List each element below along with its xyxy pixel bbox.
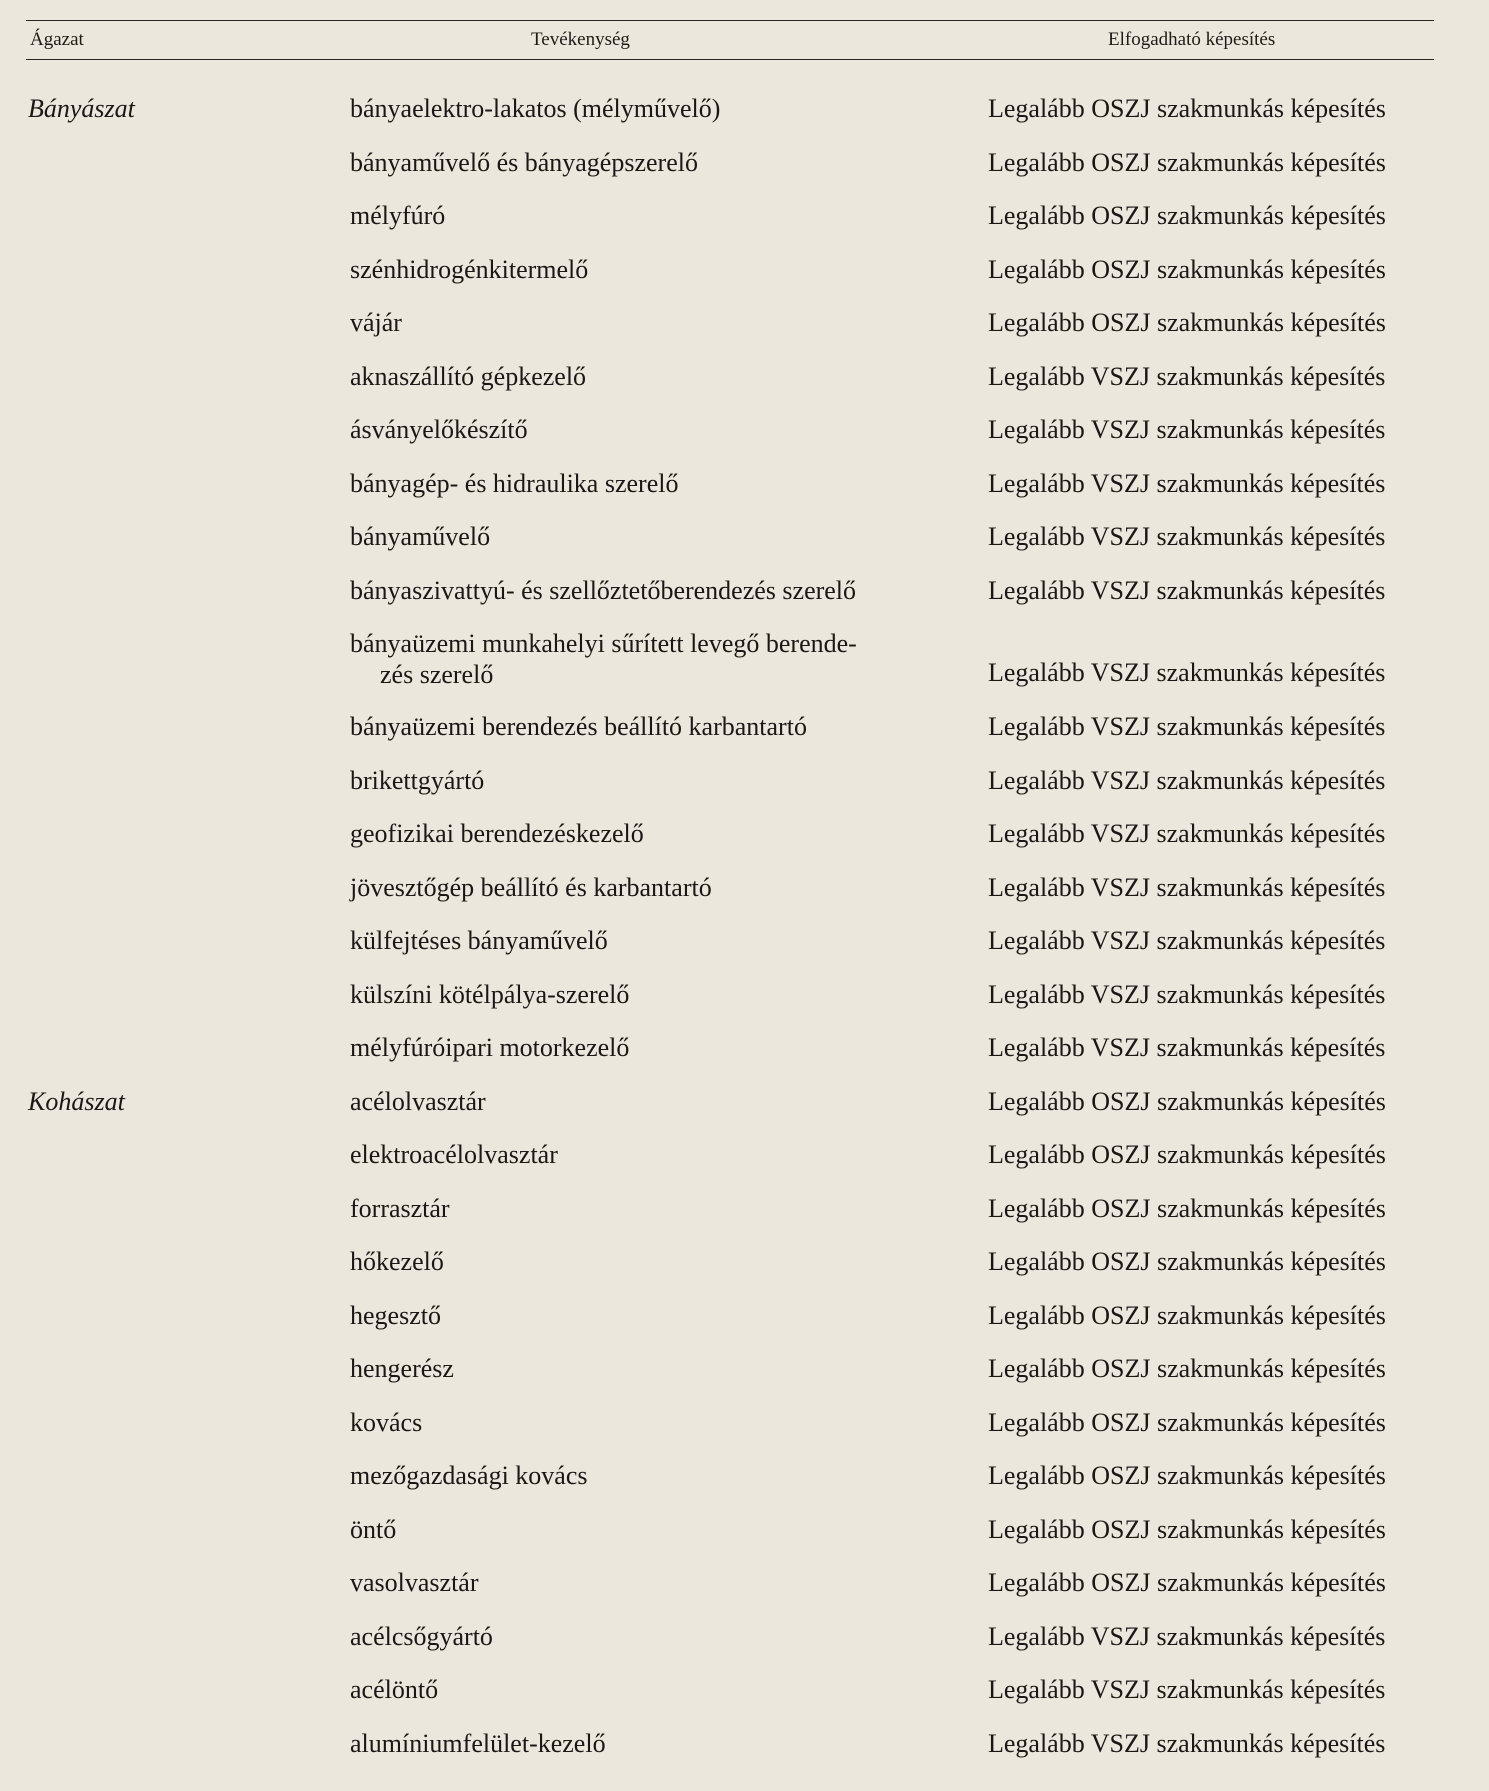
qualification-cell: Legalább OSZJ szakmunkás képesítés [988,254,1386,284]
activity-text: öntő [350,1514,397,1544]
activity-cell [350,1621,493,1652]
table-row [0,1504,1489,1558]
qualification-cell: Legalább OSZJ szakmunkás képesítés [988,1461,1386,1490]
table-row [0,1183,1489,1237]
activity-text: elektroacélolvasztár [350,1140,558,1169]
qualification-cell: Legalább VSZJ szakmunkás képesítés [988,1621,1386,1651]
activity-text: külszíni kötélpálya-szerelő [350,979,630,1009]
activity-cell [350,1032,629,1063]
activity-text: mélyfúró [350,201,446,230]
activity-text: vájár [350,308,402,337]
activity-text: kovács [350,1407,423,1437]
table-row [0,511,1489,565]
qualification-cell: Legalább VSZJ szakmunkás képesítés [988,712,1386,741]
activity-cell [350,361,586,392]
table-row [0,458,1489,512]
activity-text: vasolvasztár [350,1568,479,1597]
activity-cell [350,1407,422,1438]
table-row [0,1557,1489,1611]
table-row [0,137,1489,191]
qualification-cell: Legalább OSZJ szakmunkás képesítés [988,1514,1386,1544]
qualification-cell: Legalább OSZJ szakmunkás képesítés [988,94,1386,123]
qualification-cell: Legalább OSZJ szakmunkás képesítés [988,1300,1386,1330]
activity-text: ásványelőkészítő [350,415,528,444]
activity-cell [350,307,402,338]
table-row [0,297,1489,351]
qualification-cell: Legalább VSZJ szakmunkás képesítés [988,1033,1386,1062]
activity-text: bányagép- és hidraulika szerelő [350,468,679,498]
table-row [0,1022,1489,1076]
qualification-cell: Legalább VSZJ szakmunkás képesítés [988,522,1386,551]
qualification-cell: Legalább OSZJ szakmunkás képesítés [988,201,1386,230]
activity-cell [350,93,720,124]
activity-cell [350,711,807,742]
table-row [0,244,1489,298]
table-row [0,701,1489,755]
activity-text: geofizikai berendezéskezelő [350,819,644,848]
table-row [0,1129,1489,1183]
qualification-cell: Legalább VSZJ szakmunkás képesítés [988,1728,1386,1758]
activity-cell [350,200,445,231]
qualification-cell: Legalább OSZJ szakmunkás képesítés [988,1247,1386,1276]
activity-cell [350,414,528,445]
activity-cell [350,1193,450,1224]
activity-text: bányaművelő [350,522,491,551]
activity-cell [350,1246,444,1277]
table-body [0,83,1489,1771]
table-row [0,1290,1489,1344]
sector-cell: Bányászat [28,94,135,123]
table-row [0,1664,1489,1718]
table-row [0,969,1489,1023]
sector-cell: Kohászat [28,1086,125,1116]
activity-cell [350,979,629,1010]
table-row [0,862,1489,916]
activity-cell [350,628,857,690]
header-qualification: Elfogadható képesítés [1108,29,1276,50]
qualification-cell: Legalább VSZJ szakmunkás képesítés [988,1675,1386,1704]
activity-text: aknaszállító gépkezelő [350,361,587,391]
activity-cell [350,1460,588,1491]
activity-text: hőkezelő [350,1247,444,1276]
qualification-cell: Legalább VSZJ szakmunkás képesítés [988,658,1386,687]
activity-text: bányaüzemi munkahelyi sűrített levegő berende- [350,629,857,658]
activity-text: mezőgazdasági kovács [350,1461,588,1490]
activity-text: hengerész [350,1354,454,1383]
activity-cell [350,468,678,499]
qualification-cell: Legalább VSZJ szakmunkás képesítés [988,819,1386,848]
activity-text: brikettgyártó [350,765,485,795]
table-row [0,1450,1489,1504]
activity-text-continued: zés szerelő [380,660,494,689]
table-row [0,83,1489,137]
activity-text: bányaelektro-lakatos (mélyművelő) [350,94,721,123]
table-header-rule [26,59,1434,60]
activity-text: hegesztő [350,1300,441,1330]
activity-cell [350,1086,486,1117]
table-row [0,404,1489,458]
table-row [0,1343,1489,1397]
header-activity: Tevékenység [531,29,630,50]
activity-text: bányaművelő és bányagépszerelő [350,147,698,177]
activity-text: acélolvasztár [350,1086,486,1116]
qualification-cell: Legalább OSZJ szakmunkás képesítés [988,1407,1386,1437]
activity-text: jövesztőgép beállító és karbantartó [350,872,712,902]
activity-text: acélcsőgyártó [350,1621,493,1651]
table-row [0,1397,1489,1451]
activity-text: szénhidrogénkitermelő [350,254,589,284]
table-row [0,1611,1489,1665]
qualification-cell: Legalább VSZJ szakmunkás képesítés [988,468,1386,498]
activity-cell [350,575,856,606]
table-row [0,190,1489,244]
qualification-cell: Legalább VSZJ szakmunkás képesítés [988,872,1386,902]
activity-cell [350,872,712,903]
activity-text: külfejtéses bányaművelő [350,926,608,955]
qualification-cell: Legalább VSZJ szakmunkás képesítés [988,361,1386,391]
activity-cell [350,1728,606,1759]
qualification-cell: Legalább OSZJ szakmunkás képesítés [988,1568,1386,1597]
activity-text: forrasztár [350,1193,450,1223]
qualification-cell: Legalább OSZJ szakmunkás képesítés [988,308,1386,337]
activity-text: mélyfúróipari motorkezelő [350,1033,630,1062]
qualification-cell: Legalább OSZJ szakmunkás képesítés [988,147,1386,177]
qualification-cell: Legalább VSZJ szakmunkás képesítés [988,415,1386,444]
qualification-cell: Legalább OSZJ szakmunkás képesítés [988,1193,1386,1223]
qualification-cell: Legalább VSZJ szakmunkás képesítés [988,765,1386,795]
activity-cell [350,818,644,849]
activity-cell [350,147,698,178]
table-row [0,1076,1489,1130]
activity-cell [350,925,608,956]
table-row [0,808,1489,862]
activity-text: acélöntő [350,1675,439,1704]
table-row [0,351,1489,405]
table-top-rule [26,20,1434,21]
qualification-cell: Legalább VSZJ szakmunkás képesítés [988,575,1386,605]
table-row [0,618,1489,701]
activity-cell [350,1300,441,1331]
qualification-cell: Legalább OSZJ szakmunkás képesítés [988,1354,1386,1383]
activity-cell [350,1353,454,1384]
table-row [0,1718,1489,1772]
activity-cell [350,1674,438,1705]
activity-cell [350,254,588,285]
table-row [0,915,1489,969]
activity-text: bányaszivattyú- és szellőztetőberendezés szerelő [350,575,857,605]
qualification-cell: Legalább OSZJ szakmunkás képesítés [988,1086,1386,1116]
activity-text: alumíniumfelület-kezelő [350,1728,606,1758]
header-sector: Ágazat [30,29,84,50]
activity-cell [350,1139,558,1170]
activity-cell [350,521,490,552]
table-row [0,565,1489,619]
qualification-cell: Legalább OSZJ szakmunkás képesítés [988,1140,1386,1169]
table-row [0,755,1489,809]
activity-cell [350,1567,479,1598]
table-row [0,1236,1489,1290]
activity-cell [350,765,484,796]
qualification-cell: Legalább VSZJ szakmunkás képesítés [988,926,1386,955]
activity-text: bányaüzemi berendezés beállító karbantartó [350,712,807,741]
activity-cell [350,1514,396,1545]
qualification-cell: Legalább VSZJ szakmunkás képesítés [988,979,1386,1009]
